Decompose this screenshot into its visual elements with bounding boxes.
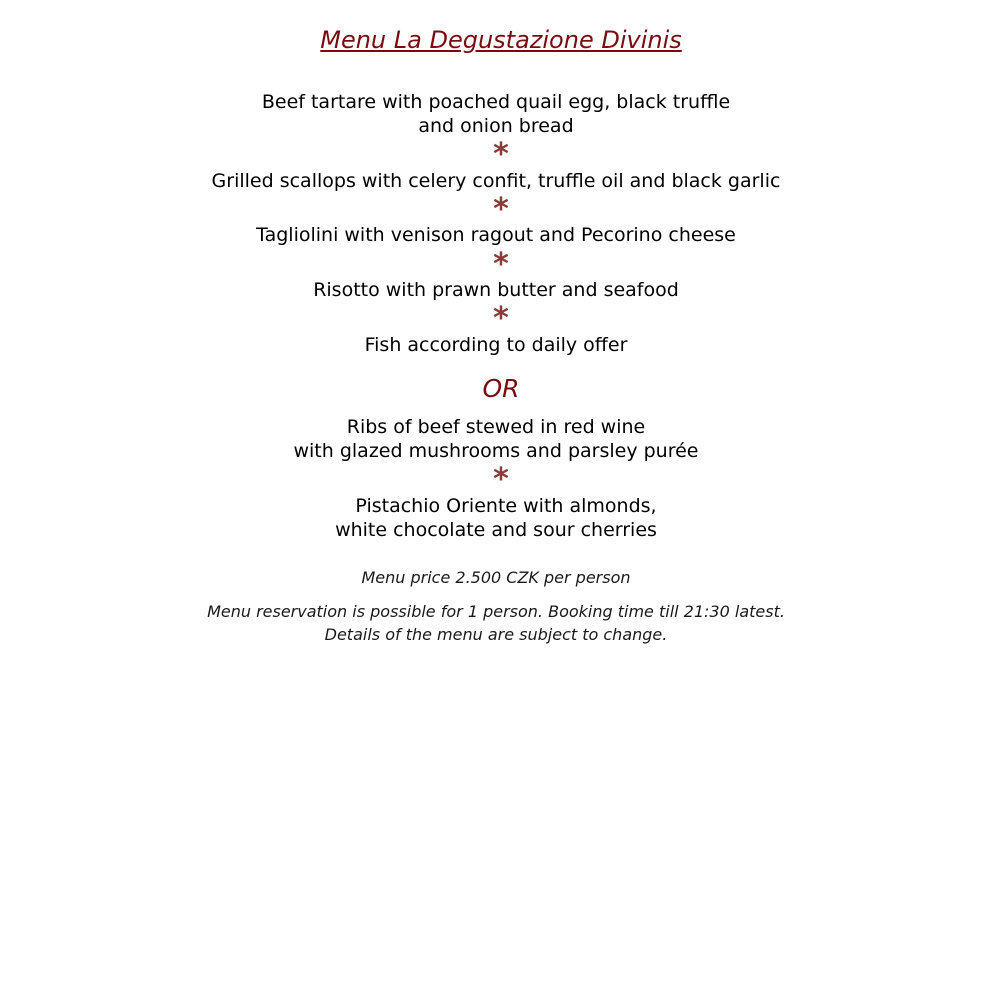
course-6-line-2: with glazed mushrooms and parsley purée xyxy=(293,440,699,462)
course-1-line-2: and onion bread xyxy=(418,115,574,137)
course-7-line-2: white chocolate and sour cherries xyxy=(335,519,657,541)
separator-star-5: * xyxy=(493,462,509,497)
or-divider: OR xyxy=(482,374,520,403)
course-1-line-1: Beef tartare with poached quail egg, black truffle xyxy=(261,91,731,113)
course-2-line-1: Grilled scallops with celery confit, truffle oil and black garlic xyxy=(211,170,781,192)
separator-star-4: * xyxy=(493,301,509,336)
separator-star-2: * xyxy=(493,192,509,227)
separator-star-3: * xyxy=(493,247,509,282)
change-note: Details of the menu are subject to change. xyxy=(324,625,668,644)
separator-star-1: * xyxy=(493,137,509,172)
course-7-line-1: Pistachio Oriente with almonds, xyxy=(355,495,657,517)
reservation-note: Menu reservation is possible for 1 person. Booking time till 21:30 latest. xyxy=(207,602,785,621)
course-6-line-1: Ribs of beef stewed in red wine xyxy=(346,416,646,438)
course-3-line-1: Tagliolini with venison ragout and Pecorino cheese xyxy=(256,224,736,246)
course-5-line-1: Fish according to daily offer xyxy=(364,334,628,356)
menu-title: Menu La Degustazione Divinis xyxy=(320,26,682,54)
course-4-line-1: Risotto with prawn butter and seafood xyxy=(313,279,679,301)
menu-price: Menu price 2.500 CZK per person xyxy=(361,568,631,587)
